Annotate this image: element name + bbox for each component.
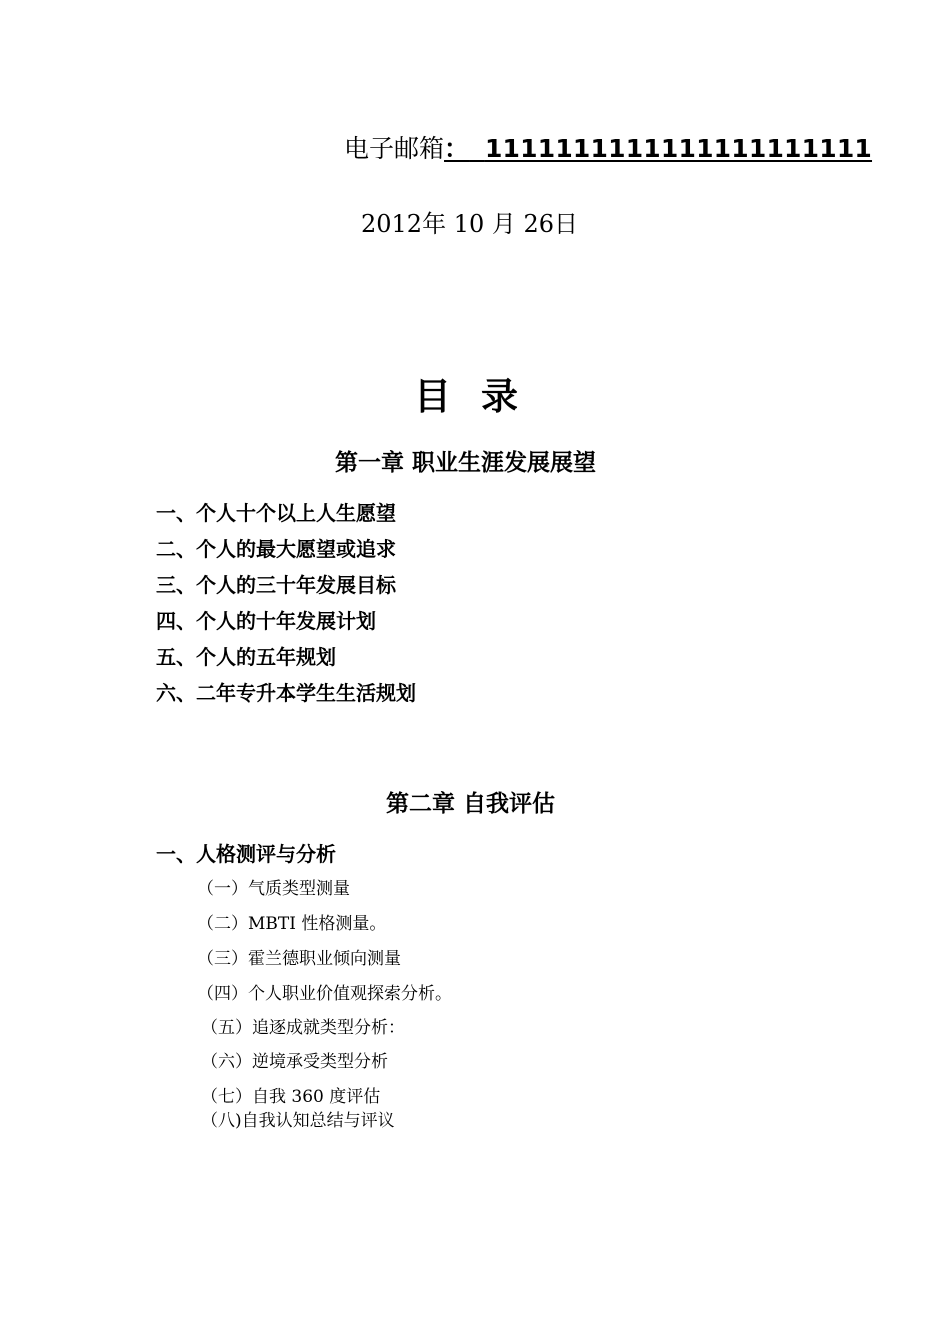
toc-item: 五、个人的五年规划: [156, 645, 336, 669]
email-row: [344, 133, 872, 165]
toc-subitem: （五）追逐成就类型分析：: [201, 1018, 405, 1038]
toc-section: 一、人格测评与分析: [156, 842, 336, 866]
toc-item: 三、个人的三十年发展目标: [156, 573, 396, 597]
chapter-1-title: 第一章 职业生涯发展展望: [335, 450, 597, 476]
toc-subitem: （四）个人职业价值观探索分析。: [197, 984, 452, 1004]
toc-subitem: （七）自我 360 度评估: [201, 1087, 381, 1107]
date: 2012年 10 月 26日: [361, 210, 579, 238]
email-colon: ：: [444, 134, 470, 163]
toc-subitem: （一）气质类型测量: [197, 879, 350, 899]
toc-item: 六、二年专升本学生生活规划: [156, 681, 416, 705]
toc-item: 二、个人的最大愿望或追求: [156, 537, 396, 561]
email-spacer: [469, 134, 485, 163]
toc-subitem: （六）逆境承受类型分析: [201, 1052, 388, 1072]
toc-item: 一、个人十个以上人生愿望: [156, 501, 396, 525]
chapter-2-title: 第二章 自我评估: [386, 791, 556, 817]
toc-subitem: （三）霍兰德职业倾向测量: [197, 949, 401, 969]
email-value: 1111111111111111111111: [484, 134, 873, 163]
toc-title: 目录: [414, 374, 548, 418]
toc-subitem: （二）MBTI 性格测量。: [197, 914, 387, 934]
toc-item: 四、个人的十年发展计划: [156, 609, 376, 633]
toc-subitem: （八)自我认知总结与评议: [201, 1111, 395, 1131]
email-label: 电子邮箱: [344, 134, 445, 163]
